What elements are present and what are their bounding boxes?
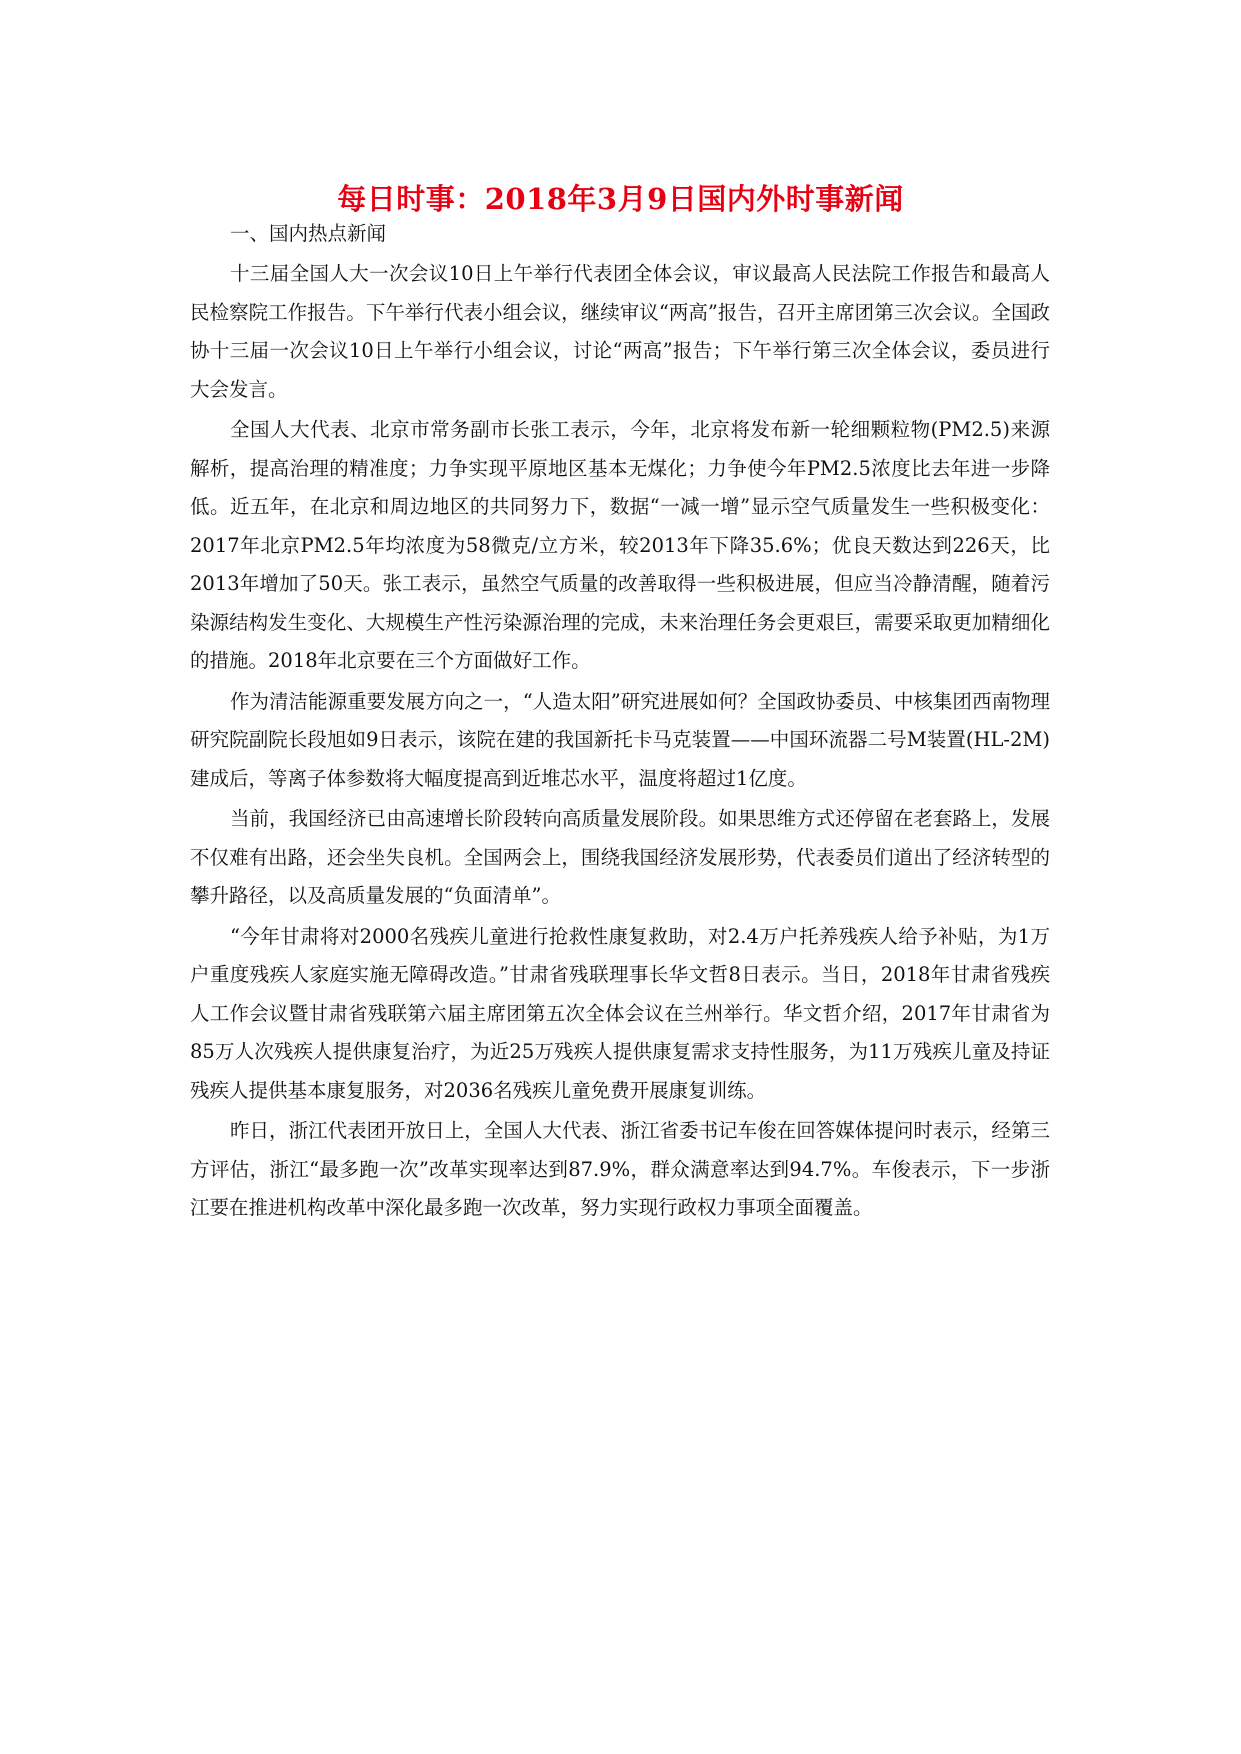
section-heading: 一、国内热点新闻 xyxy=(230,222,387,245)
document-body xyxy=(190,215,1050,1230)
paragraph-zhejiang-reform: 昨日，浙江代表团开放日上，全国人大代表、浙江省委书记车俊在回答媒体提问时表示，经第三方评估，浙江“最多跑一次”改革实现率达到87.9%，群众满意率达到94.7%。车俊表示，下一步浙江要在推进机构改革中深化最多跑一次改革，努力实现行政权力事项全面覆盖。 xyxy=(190,1119,1050,1219)
document-title: 每日时事：2018年3月9日国内外时事新闻 xyxy=(337,182,904,217)
paragraph-beijing-air-quality: 全国人大代表、北京市常务副市长张工表示，今年，北京将发布新一轮细颗粒物(PM2.5)来源解析，提高治理的精准度；力争实现平原地区基本无煤化；力争使今年PM2.5浓度比去年进一步降低。近五年，在北京和周边地区的共同努力下，数据“一减一增”显示空气质量发生一些积极变化：2017年北京PM2.5年均浓度为58微克/立方米，较2013年下降35.6%；优良天数达到226天，比2013年增加了50天。张工表示，虽然空气质量的改善取得一些积极进展，但应当冷静清醒，随着污染源结构发生变化、大规模生产性污染源治理的完成，未来治理任务会更艰巨，需要采取更加精细化的措施。2018年北京要在三个方面做好工作。 xyxy=(190,418,1050,672)
paragraph-npc-session: 十三届全国人大一次会议10日上午举行代表团全体会议，审议最高人民法院工作报告和最高人民检察院工作报告。下午举行代表小组会议，继续审议“两高”报告，召开主席团第三次会议。全国政协十三届一次会议10日上午举行小组会议，讨论“两高”报告；下午举行第三次全体会议，委员进行大会发言。 xyxy=(190,262,1050,401)
paragraph-artificial-sun: 作为清洁能源重要发展方向之一，“人造太阳”研究进展如何？全国政协委员、中核集团西南物理研究院副院长段旭如9日表示，该院在建的我国新托卡马克装置——中国环流器二号M装置(HL-2M)建成后，等离子体参数将大幅度提高到近堆芯水平，温度将超过1亿度。 xyxy=(190,689,1050,790)
paragraph-gansu-disability: “今年甘肃将对2000名残疾儿童进行抢救性康复救助，对2.4万户托养残疾人给予补贴，为1万户重度残疾人家庭实施无障碍改造。”甘肃省残联理事长华文哲8日表示。当日，2018年甘肃省残疾人工作会议暨甘肃省残联第六届主席团第五次全体会议在兰州举行。华文哲介绍，2017年甘肃省为85万人次残疾人提供康复治疗，为近25万残疾人提供康复需求支持性服务，为11万残疾儿童及持证残疾人提供基本康复服务，对2036名残疾儿童免费开展康复训练。 xyxy=(190,924,1050,1102)
paragraph-economy-transition: 当前，我国经济已由高速增长阶段转向高质量发展阶段。如果思维方式还停留在老套路上，发展不仅难有出路，还会坐失良机。全国两会上，围绕我国经济发展形势，代表委员们道出了经济转型的攀升路径，以及高质量发展的“负面清单”。 xyxy=(190,807,1050,907)
